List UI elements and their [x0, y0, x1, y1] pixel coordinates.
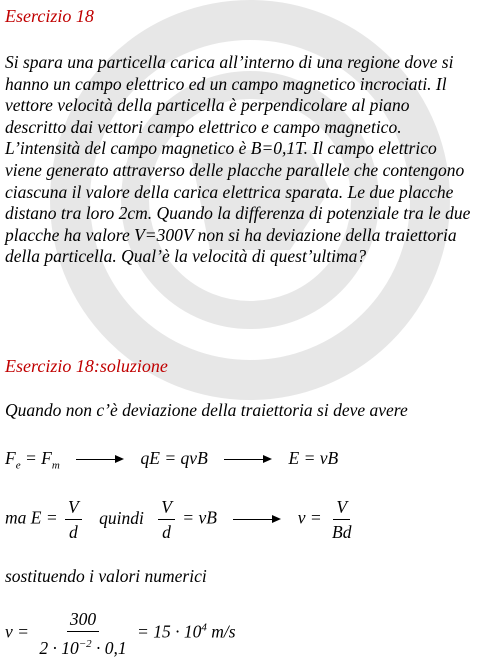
solution-intro: Quando non c’è deviazione della traiettoria si deve avere	[5, 400, 408, 420]
solution-title: Esercizio 18:soluzione	[5, 356, 168, 376]
fraction-v-over-d-2: $\frac{V}{d}$	[158, 496, 175, 543]
fraction-v-over-d: $\frac{V}{d}$	[65, 496, 82, 543]
implies-arrow-icon	[76, 455, 124, 465]
implies-arrow-icon	[233, 515, 281, 525]
exercise-paragraph-1: Si spara una particella carica all’interno di una regione dove si hanno un campo elettrico ed un campo magnetico incrociati. Il vettore velocità della particella è perpendicolare al piano descritto dai vettori campo elettrico e campo magnetico.	[5, 52, 454, 137]
substitution-text: sostituendo i valori numerici	[5, 566, 207, 586]
exercise-title: Esercizio 18	[5, 6, 94, 26]
equation-result: v = $\frac{300}{2 \cdot 10^{-2} \cdot 0,1}$ = $15 \cdot 10^4$ m/s	[5, 609, 236, 658]
fraction-v-over-bd: $\frac{V}{Bd}$	[332, 497, 352, 542]
exercise-paragraph-2: L’intensità del campo magnetico è B=0,1T. Il campo elettrico viene generato attraverso delle placche parallele che contengono ciascuna il valore della carica elettrica sparata. Le due placche distano tra loro 2cm. Quando la differenza di potenziale tra le due placche ha valore V=300V non si ha deviazione della traiettoria della particella. Qual’è la velocità di quest’ultima?	[5, 138, 471, 267]
equation-field: ma E = $\frac{V}{d}$ quindi $\frac{V}{d}$ = vB v = $\frac{V}{Bd}$	[5, 496, 357, 543]
exercise-text	[5, 52, 475, 268]
equation-forces: $F_e = F_m$ qE = qvB E = vB	[5, 448, 339, 472]
implies-arrow-icon	[224, 455, 272, 465]
fraction-numeric: $\frac{300}{2 \cdot 10^{-2} \cdot 0,1}$	[39, 609, 127, 658]
